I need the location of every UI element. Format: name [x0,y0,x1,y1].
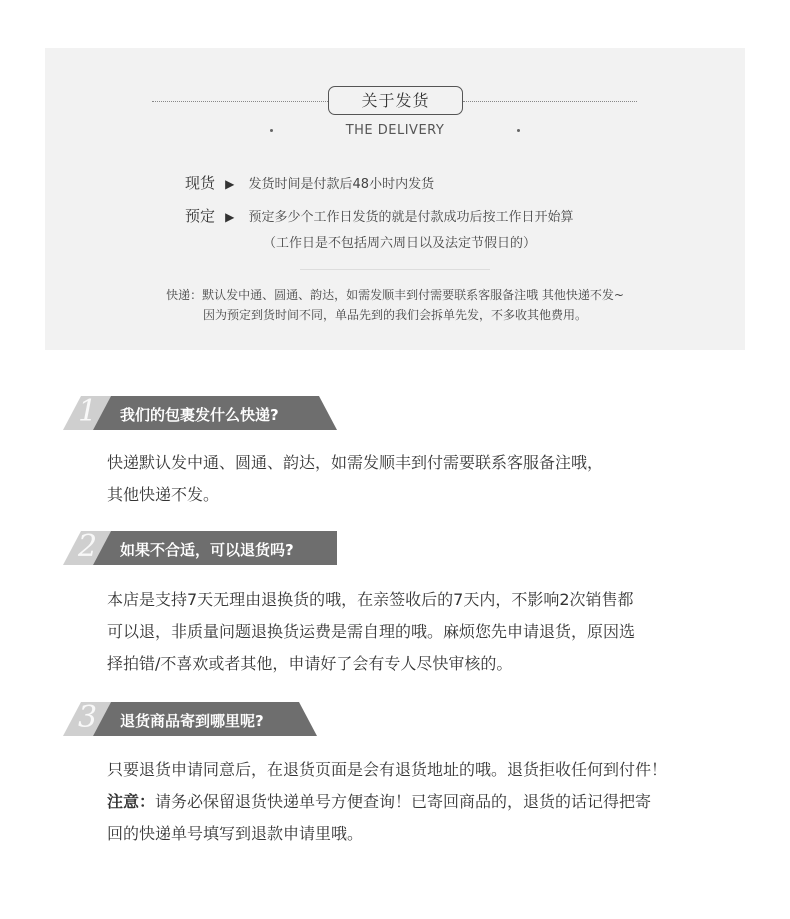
title-divider-left [152,101,328,102]
answer-line: 其他快递不发。 [107,485,220,504]
in-stock-row [185,172,434,193]
play-arrow-icon: ▶ [225,177,235,191]
presale-row [185,205,574,226]
section-divider [300,269,490,270]
answer-line: 只要退货申请同意后，在退货页面是会有退货地址的哦。退货拒收任何到付件！ [107,760,668,779]
faq-answer-2 [107,584,635,680]
faq-banner-2 [63,531,337,565]
note-label: 注意： [107,792,156,811]
delivery-subtitle: THE DELIVERY [345,123,445,138]
answer-line: 回的快递单号填写到退款申请里哦。 [107,824,364,843]
presale-text: 预定多少个工作日发货的就是付款成功后按工作日开始算 [248,210,574,225]
answer-line [107,786,667,818]
faq-question: 退货商品寄到哪里呢? [120,712,264,730]
faq-number: 3 [78,700,98,735]
answer-line: 择拍错/不喜欢或者其他，申请好了会有专人尽快审核的。 [107,654,513,673]
faq-answer-3 [107,754,667,850]
express-info-line: 快递：默认发中通、圆通、韵达，如需发顺丰到付需要联系客服备注哦 其他快递不发~ [166,288,624,302]
bullet-dot [517,129,520,132]
answer-line: 可以退，非质量问题退换货运费是需自理的哦。麻烦您先申请退货，原因选 [107,622,636,641]
in-stock-label: 现货 [185,174,216,192]
presale-label: 预定 [185,207,216,225]
presale-note: （工作日是不包括周六周日以及法定节假日的） [263,236,537,251]
answer-line: 本店是支持7天无理由退换货的哦，在亲签收后的7天内，不影响2次销售都 [107,590,634,609]
answer-text: 请务必保留退货快递单号方便查询！已寄回商品的，退货的话记得把寄 [155,792,652,811]
express-info-line: 因为预定到货时间不同，单品先到的我们会拆单先发，不多收其他费用。 [202,308,587,322]
faq-question: 我们的包裹发什么快递? [120,406,279,424]
faq-question: 如果不合适，可以退货吗? [120,541,294,559]
faq-banner-1 [63,396,337,430]
delivery-title: 关于发货 [328,86,463,115]
faq-number: 1 [78,394,98,429]
faq-answer-1 [107,447,603,511]
faq-banner-3 [63,702,323,736]
in-stock-text: 发货时间是付款后48小时内发货 [248,177,435,192]
play-arrow-icon: ▶ [225,210,235,224]
delivery-info-box [45,48,745,350]
title-divider-right [463,101,637,102]
faq-number: 2 [78,529,98,564]
answer-line: 快递默认发中通、圆通、韵达，如需发顺丰到付需要联系客服备注哦， [107,453,604,472]
